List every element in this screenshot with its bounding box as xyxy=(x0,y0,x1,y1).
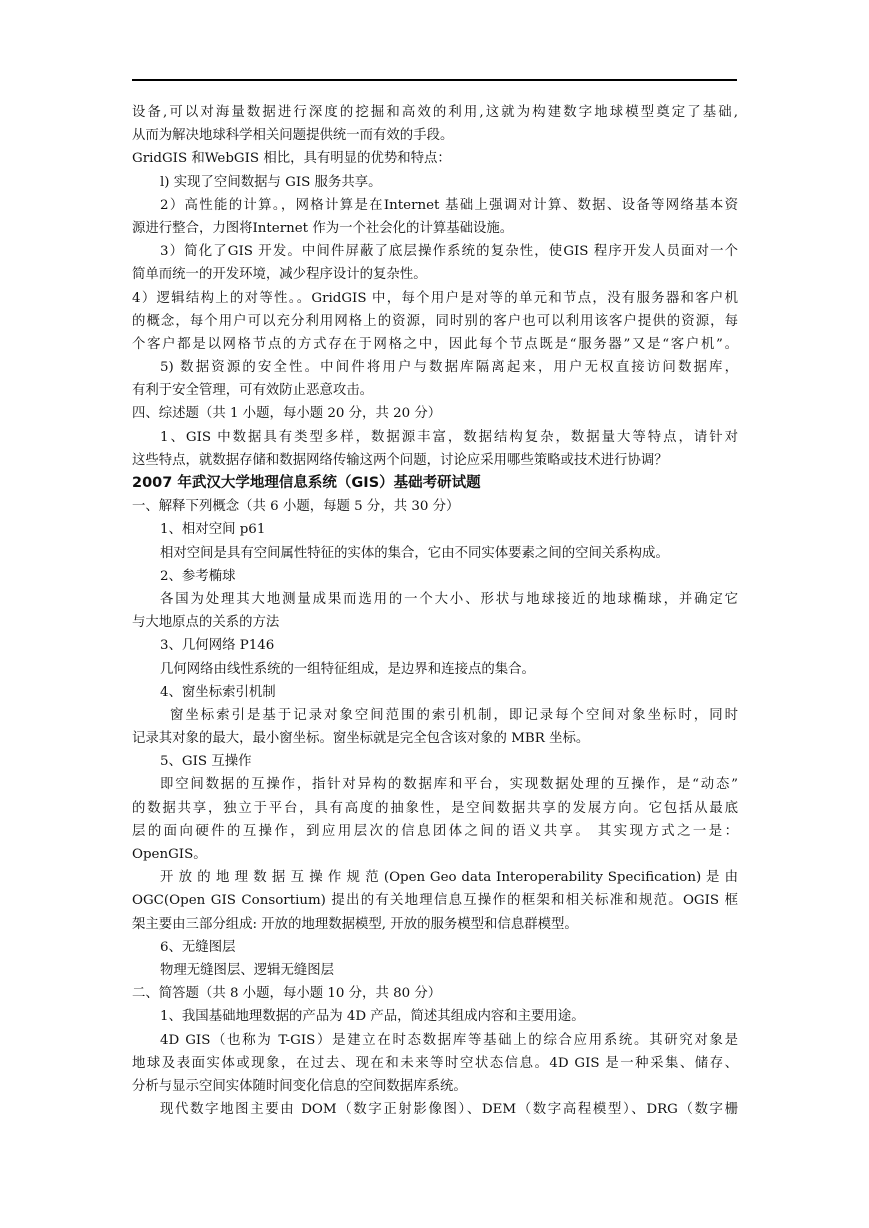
question-heading: 3、几何网络 P146 xyxy=(160,638,275,654)
body-line: OGC(Open GIS Consortium) 提出的有关地理信息互操作的框架和相关标准和规范。OGIS 框 xyxy=(132,893,738,909)
body-line: 简单而统一的开发环境，减少程序设计的复杂性。 xyxy=(132,267,427,283)
question-heading: 4、窗坐标索引机制 xyxy=(160,684,276,700)
question-heading: 6、无缝图层 xyxy=(160,939,236,955)
body-line: 开 放 的 地 理 数 据 互 操 作 规 范 (Open Geo data Interoperability Specification) 是 由 xyxy=(160,870,738,886)
header-rule xyxy=(132,79,737,81)
body-line: 的数据共享，独立于平台，具有高度的抽象性，是空间数据共享的发展方向。它包括从最底 xyxy=(132,800,738,816)
section-heading: 二、简答题（共 8 小题，每小题 10 分，共 80 分） xyxy=(132,986,442,1002)
body-line: 源进行整合，力图将Internet 作为一个社会化的计算基础设施。 xyxy=(132,220,514,236)
body-line: 有利于安全管理，可有效防止恶意攻击。 xyxy=(132,383,374,399)
body-line: 各国为处理其大地测量成果而选用的一个大小、形状与地球接近的地球椭球，并确定它 xyxy=(160,591,738,607)
body-line: OpenGIS。 xyxy=(132,847,207,862)
body-line: GridGIS 和WebGIS 相比，具有明显的优势和特点： xyxy=(132,151,451,167)
section-heading: 四、综述题（共 1 小题，每小题 20 分，共 20 分） xyxy=(132,406,442,422)
body-line: 3）简化了GIS 开发。中间件屏蔽了底层操作系统的复杂性，使GIS 程序开发人员面对一个 xyxy=(160,244,738,260)
body-line: 1、GIS 中数据具有类型多样，数据源丰富，数据结构复杂，数据量大等特点，请针对 xyxy=(160,429,738,445)
question-heading: 5、GIS 互操作 xyxy=(160,754,252,770)
question-heading: 1、我国基础地理数据的产品为 4D 产品，简述其组成内容和主要用途。 xyxy=(160,1009,585,1025)
question-heading: 1、相对空间 p61 xyxy=(160,522,266,538)
body-line: 地球及表面实体或现象，在过去、现在和未来等时空状态信息。4D GIS 是一种采集、储存、 xyxy=(132,1055,738,1071)
body-line: 记录其对象的最大，最小窗坐标。窗坐标就是完全包含该对象的 MBR 坐标。 xyxy=(132,731,590,747)
question-heading: 2、参考椭球 xyxy=(160,568,236,584)
body-line: 现代数字地图主要由 DOM（数字正射影像图）、DEM（数字高程模型）、DRG（数字栅 xyxy=(160,1102,738,1118)
exam-title: 2007 年武汉大学地理信息系统（GIS）基础考研试题 xyxy=(132,475,481,491)
body-line: 个客户都是以网格节点的方式存在于网格之中，因此每个节点既是“服务器”又是“客户机”。 xyxy=(132,336,738,352)
body-line: 窗坐标索引是基于记录对象空间范围的索引机制，即记录每个空间对象坐标时，同时 xyxy=(170,707,738,723)
body-line: 4D GIS（也称为 T-GIS）是建立在时态数据库等基础上的综合应用系统。其研究对象是 xyxy=(160,1032,738,1048)
body-line: 这些特点，就数据存储和数据网络传输这两个问题，讨论应采用哪些策略或技术进行协调？ xyxy=(132,452,668,468)
body-line: 设备,可以对海量数据进行深度的挖掘和高效的利用,这就为构建数字地球模型奠定了基础, xyxy=(132,105,738,120)
section-heading: 一、解释下列概念（共 6 小题，每题 5 分，共 30 分） xyxy=(132,499,460,515)
body-line: 相对空间是具有空间属性特征的实体的集合，它由不同实体要素之间的空间关系构成。 xyxy=(160,545,669,561)
body-line: 与大地原点的关系的方法 xyxy=(132,615,280,631)
body-line: 从而为解决地球科学相关问题提供统一而有效的手段。 xyxy=(132,128,454,144)
body-line: 分析与显示空间实体随时间变化信息的空间数据库系统。 xyxy=(132,1078,467,1094)
body-line: 层的面向硬件的互操作，到应用层次的信息团体之间的语义共享。 其实现方式之一是： xyxy=(132,823,738,839)
body-line: 的概念，每个用户可以充分利用网格上的资源，同时别的客户也可以利用该客户提供的资源，每 xyxy=(132,313,738,329)
body-line: 2）高性能的计算。，网格计算是在Internet 基础上强调对计算、数据、设备等网络基本资 xyxy=(160,197,738,213)
body-line: 4）逻辑结构上的对等性。。GridGIS 中，每个用户是对等的单元和节点，没有服务器和客户机 xyxy=(132,290,738,306)
body-line: l) 实现了空间数据与 GIS 服务共享。 xyxy=(160,174,382,190)
document-body xyxy=(132,101,738,1121)
body-line: 几何网络由线性系统的一组特征组成，是边界和连接点的集合。 xyxy=(160,661,535,677)
body-line: 5) 数据资源的安全性。中间件将用户与数据库隔离起来，用户无权直接访问数据库， xyxy=(160,360,738,376)
body-line: 架主要由三部分组成: 开放的地理数据模型, 开放的服务模型和信息群模型。 xyxy=(132,916,578,932)
body-line: 物理无缝图层、逻辑无缝图层 xyxy=(160,962,335,978)
body-line: 即空间数据的互操作，指针对异构的数据库和平台，实现数据处理的互操作，是“动态” xyxy=(160,777,738,793)
